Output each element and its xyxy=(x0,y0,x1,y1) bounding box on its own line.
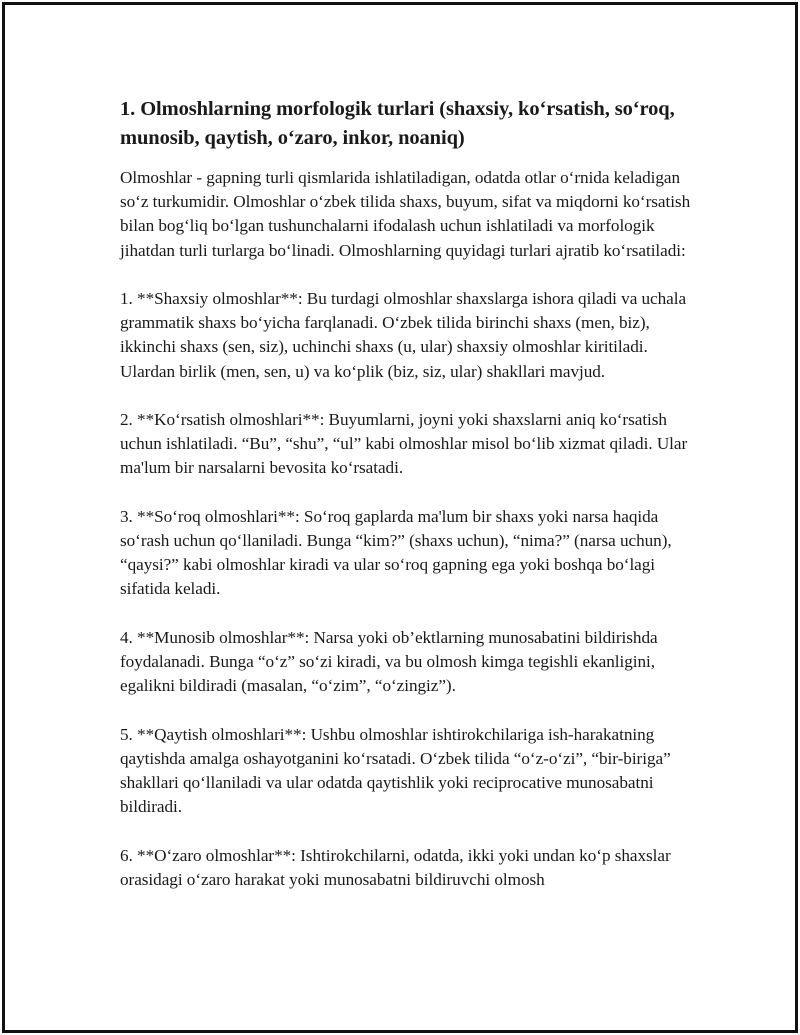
paragraph-intro: Olmoshlar - gapning turli qismlarida ishlatiladigan, odatda otlar o‘rnida keladigan so‘z turkumidir. Olmoshlar o‘zbek tilida shaxs, buyum, sifat va miqdorni ko‘rsatish bilan bog‘liq bo‘lgan tushunchalarni ifodalash uchun ishlatiladi va morfologik jihatdan turli turlarga bo‘linadi. Olmoshlarning quyidagi turlari ajratib ko‘rsatiladi: xyxy=(120,168,691,260)
document-body xyxy=(120,95,700,916)
paragraph-munosib: 4. **Munosib olmoshlar**: Narsa yoki ob’ektlarning munosabatini bildirishda foydalanadi. Bunga “o‘z” so‘zi kiradi, va bu olmosh kimga tegishli ekanligini, egalikni bildiradi (masalan, “o‘zim”, “o‘zingiz”). xyxy=(120,627,658,696)
paragraph-korsatish: 2. **Ko‘rsatish olmoshlari**: Buyumlarni, joyni yoki shaxslarni aniq ko‘rsatish uchun ishlatiladi. “Bu”, “shu”, “ul” kabi olmoshlar misol bo‘lib xizmat qiladi. Ular ma'lum bir narsalarni bevosita ko‘rsatadi. xyxy=(120,410,688,478)
document-title: 1. Olmoshlarning morfologik turlari (shaxsiy, ko‘rsatish, so‘roq, munosib, qaytish, o‘zaro, inkor, noaniq) xyxy=(120,98,675,149)
paragraph-soroq: 3. **So‘roq olmoshlari**: So‘roq gaplarda ma'lum bir shaxs yoki narsa haqida so‘rash uchun qo‘llaniladi. Bunga “kim?” (shaxs uchun), “nima?” (narsa uchun), “qaysi?” kabi olmoshlar kiradi va ular so‘roq gapning ega yoki boshqa bo‘lagi sifatida keladi. xyxy=(120,506,672,599)
paragraph-shaxsiy: 1. **Shaxsiy olmoshlar**: Bu turdagi olmoshlar shaxslarga ishora qiladi va uchala grammatik shaxs bo‘yicha farqlanadi. O‘zbek tilida birinchi shaxs (men, biz), ikkinchi shaxs (sen, siz), uchinchi shaxs (u, ular) shaxsiy olmoshlar kiritiladi. Ulardan birlik (men, sen, u) va ko‘plik (biz, siz, ular) shakllari mavjud. xyxy=(120,289,687,381)
paragraph-ozaro: 6. **O‘zaro olmoshlar**: Ishtirokchilarni, odatda, ikki yoki undan ko‘p shaxslar orasidagi o‘zaro harakat yoki munosabatni bildiruvchi olmosh xyxy=(120,845,671,889)
paragraph-qaytish: 5. **Qaytish olmoshlari**: Ushbu olmoshlar ishtirokchilariga ish-harakatning qaytishda amalga oshayotganini ko‘rsatadi. O‘zbek tilida “o‘z-o‘zi”, “bir-biriga” shakllari qo‘llaniladi va ular odatda qaytishlik yoki reciprocative munosabatni bildiradi. xyxy=(120,724,671,817)
page-frame xyxy=(2,2,798,1033)
